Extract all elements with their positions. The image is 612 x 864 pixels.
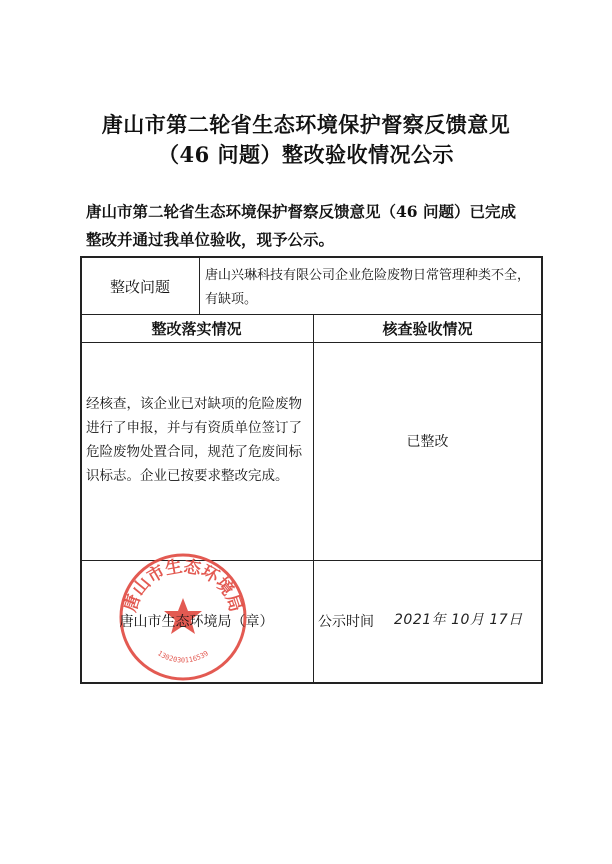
seal-text: 唐山市生态环境局 [120, 556, 246, 615]
measures-header: 整改落实情况 [151, 320, 242, 338]
page-title-line1: 唐山市第二轮省生态环境保护督察反馈意见 [101, 112, 511, 137]
verification-result: 已整改 [406, 434, 449, 450]
publish-date: 2021年 10月 17日 [394, 612, 523, 628]
table-border-top [80, 256, 543, 258]
publish-label: 公示时间 [318, 614, 374, 630]
intro-line2: 整改并通过我单位验收，现予公示。 [86, 230, 335, 249]
issuing-organization: 唐山市生态环境局（章） [119, 614, 274, 630]
verification-header: 核查验收情况 [382, 320, 473, 338]
measures-text: 经核查，该企业已对缺项的危险废物进行了申报，并与有资质单位签订了危险废物处置合同，规范了危废间标识标志。企业已按要求整改完成。 [86, 396, 302, 484]
page-title-line2: （46 问题）整改验收情况公示 [157, 142, 455, 167]
table-col-divider [313, 314, 314, 683]
table-row-divider [80, 314, 543, 315]
issue-label: 整改问题 [109, 278, 170, 296]
issue-text: 唐山兴琳科技有限公司企业危险废物日常管理种类不全，有缺项。 [205, 268, 531, 307]
intro-line1: 唐山市第二轮省生态环境保护督察反馈意见（46 问题）已完成 [86, 202, 516, 221]
seal-code: 1302030116539 [156, 649, 210, 665]
table-row-divider [80, 342, 543, 343]
